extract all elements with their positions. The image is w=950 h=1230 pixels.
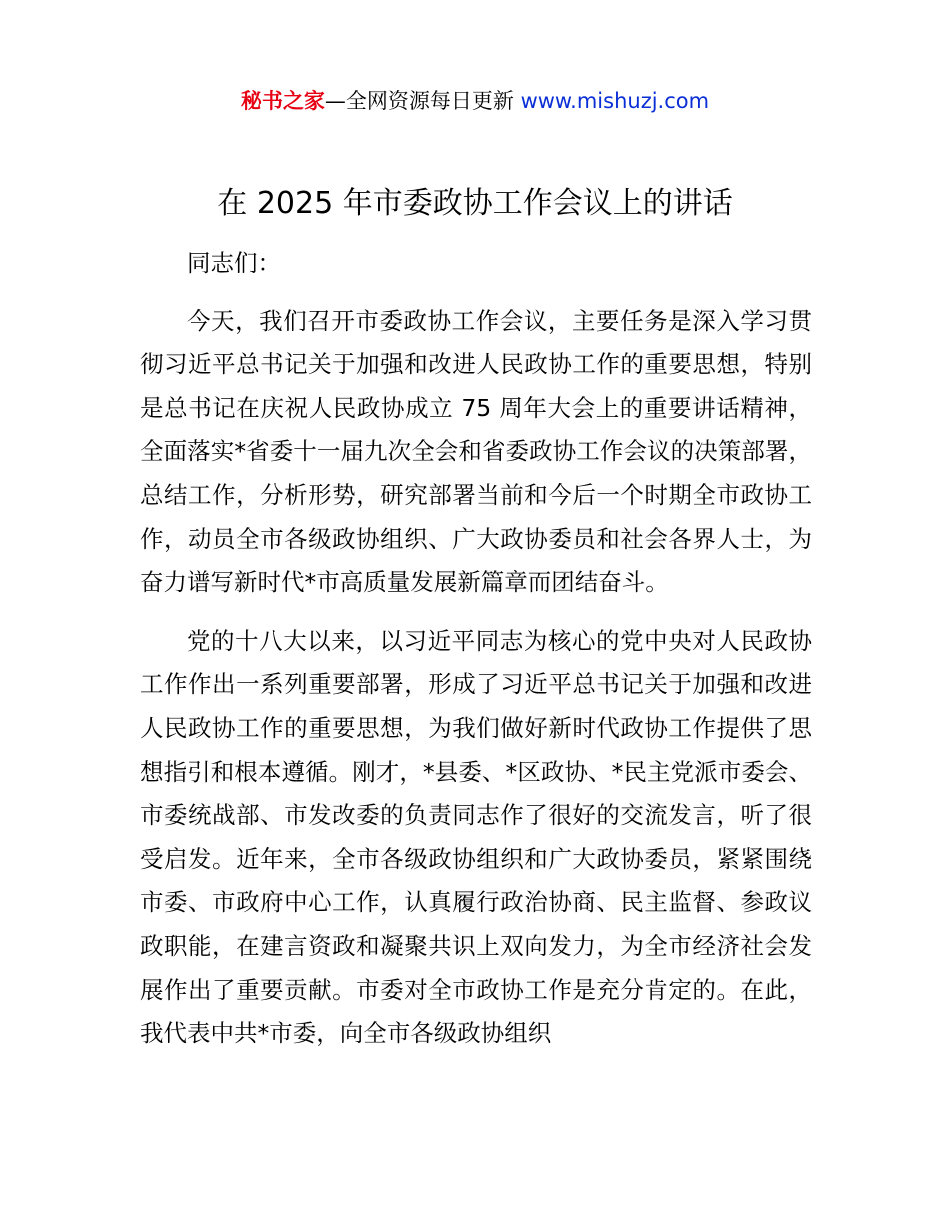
- body-paragraph-2: 党的十八大以来，以习近平同志为核心的党中央对人民政协工作作出一系列重要部署，形成了习近平总书记关于加强和改进人民政协工作的重要思想，为我们做好新时代政协工作提供了思想指引和根本遵循。刚才，*县委、*区政协、*民主党派市委会、市委统战部、市发改委的负责同志作了很好的交流发言，听了很受启发。近年来，全市各级政协组织和广大政协委员，紧紧围绕市委、市政府中心工作，认真履行政治协商、民主监督、参政议政职能，在建言资政和凝聚共识上双向发力，为全市经济社会发展作出了重要贡献。市委对全市政协工作是充分肯定的。在此，我代表中共*市委，向全市各级政协组织: [140, 626, 812, 1048]
- body-paragraph-1: 今天，我们召开市委政协工作会议，主要任务是深入学习贯彻习近平总书记关于加强和改进人民政协工作的重要思想，特别是总书记在庆祝人民政协成立 75 周年大会上的重要讲话精神，全面落实*省委十一届九次全会和省委政协工作会议的决策部署，总结工作，分析形势，研究部署当前和今后一个时期全市政协工作，动员全市各级政协组织、广大政协委员和社会各界人士，为奋力谱写新时代*市高质量发展新篇章而团结奋斗。: [140, 306, 812, 597]
- salutation: 同志们：: [187, 249, 281, 277]
- site-url-link[interactable]: www.mishuzj.com: [520, 89, 710, 113]
- document-body: [140, 242, 812, 1056]
- site-banner: [0, 86, 950, 116]
- document-title: 在 2025 年市委政协工作会议上的讲话: [217, 186, 733, 221]
- banner-tagline: —全网资源每日更新: [324, 89, 521, 113]
- brand-name: 秘书之家: [240, 89, 325, 113]
